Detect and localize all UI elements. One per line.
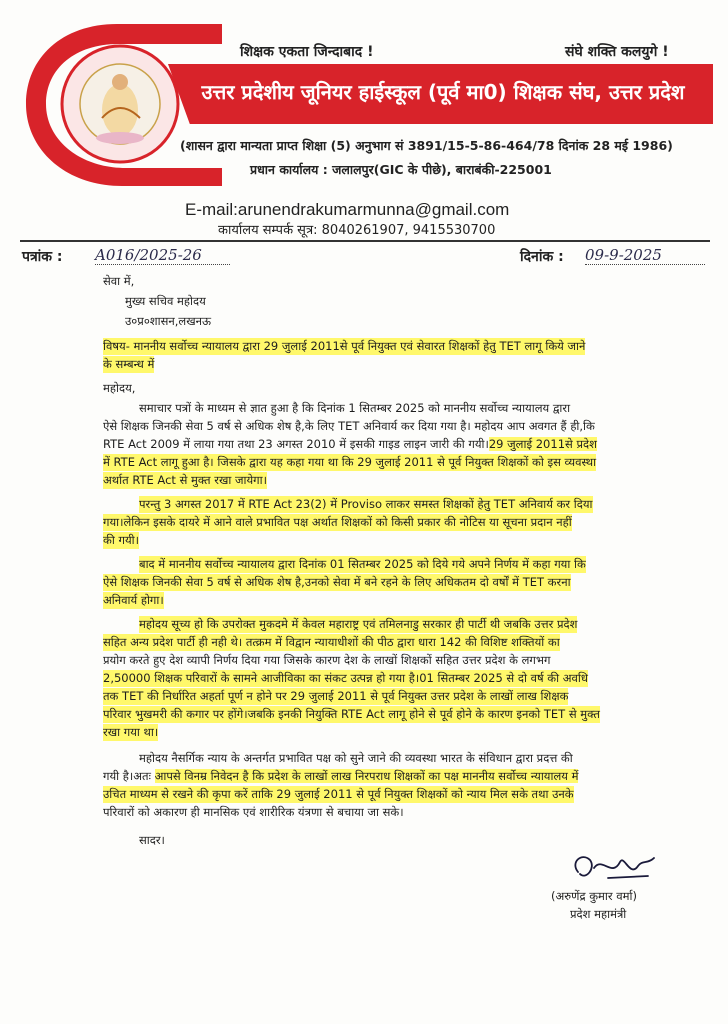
body-line: गया।लेकिन इसके दायरे में आने वाले प्रभावित पक्ष अर्थात शिक्षकों को किसी प्रकार की नोटिस या सूचना प्रदान नहीं <box>103 515 572 529</box>
subject-line: विषय- माननीय सर्वोच्च न्यायालय द्वारा 29 जुलाई 2011से पूर्व नियुक्त एवं सेवारत शिक्षकों हेतु TET लागू किये जाने <box>103 339 586 353</box>
body-line: 2,50000 शिक्षक परिवारों के सामने आजीविका का संकट उत्पन्न हो गया है।01 सितम्बर 2025 से दो वर्ष की अवधि <box>103 671 588 685</box>
body-line <box>103 436 597 453</box>
header-divider <box>20 240 710 242</box>
body-line: महोदय सूच्य हो कि उपरोक्त मुकदमे में केवल महाराष्ट्र एवं तमिलनाडु सरकार ही पार्टी थी जबकि उत्तर प्रदेश <box>139 617 578 631</box>
body-line: की गयी। <box>103 533 139 547</box>
body-segment-highlighted: आपसे विनम्र निवेदन है कि प्रदेश के लाखों लाख निरपराध शिक्षकों का पक्ष माननीय सर्वोच्च न्यायालय में <box>154 769 579 783</box>
body-line: परन्तु 3 अगस्त 2017 में RTE Act 23(2) में Proviso लाकर समस्त शिक्षकों हेतु TET अनिवार्य कर दिया <box>139 497 593 511</box>
body-line: ऐसे शिक्षक जिनकी सेवा 5 वर्ष से अधिक शेष है,उनको सेवा में बने रहने के लिए अधिकतम दो वर्षों में TET करना <box>103 575 571 589</box>
recognition-line: (शासन द्वारा मान्यता प्राप्त शिक्षा (5) अनुभाग सं 3891/15-5-86-464/78 दिनांक 28 मई 1986) <box>180 138 673 153</box>
body-line: सहित अन्य प्रदेश पार्टी ही नही थे। तत्क्रम में विद्वान न्यायाधीशों की पीठ द्वारा धारा 142 की विशिष्ट शक्तियों का <box>103 635 560 649</box>
body-line: प्रयोग करते हुए देश व्यापी निर्णय दिया गया जिसके कारण देश के लाखों शिक्षकों सहित उत्तर प्रदेश के लगभग <box>103 653 551 667</box>
address-line: सेवा में, <box>103 274 135 288</box>
body-line: बाद में माननीय सर्वोच्च न्यायालय द्वारा दिनांक 01 सितम्बर 2025 को दिये गये अपने निर्णय में कहा गया कि <box>139 557 586 571</box>
organization-name: उत्तर प्रदेशीय जूनियर हाईस्कूल (पूर्व मा0) शिक्षक संघ, उत्तर प्रदेश <box>201 80 685 104</box>
closing: सादर। <box>139 833 165 847</box>
body-line: अनिवार्य होगा। <box>103 593 164 607</box>
signature <box>568 848 658 890</box>
slogan-left: शिक्षक एकता जिन्दाबाद ! <box>240 44 374 60</box>
reference-number: A016/2025-26 <box>95 246 230 265</box>
body-line: महोदय नैसर्गिक न्याय के अन्तर्गत प्रभावित पक्ष को सुने जाने की व्यवस्था भारत के संविधान द्वारा प्रदत्त की <box>139 751 573 765</box>
body-line: रखा गया था। <box>103 725 159 739</box>
address-line: मुख्य सचिव महोदय <box>125 294 206 308</box>
body-segment: गयी है।अतः <box>103 769 155 783</box>
slogan-right: संघे शक्ति कलयुगे ! <box>565 44 669 60</box>
body-segment: RTE Act 2009 में लाया गया तथा 23 अगस्त 2010 में इसकी गाइड लाइन जारी की गयी। <box>103 437 489 451</box>
body-line: अर्थात RTE Act से मुक्त रखा जायेगा। <box>103 473 267 487</box>
email-address: E-mail:arunendrakumarmunna@gmail.com <box>185 200 510 219</box>
body-segment-highlighted: 29 जुलाई 2011से प्रदेश <box>488 437 597 451</box>
subject-line: के सम्बन्ध में <box>103 357 155 371</box>
signatory-designation: प्रदेश महामंत्री <box>570 907 627 921</box>
body-line: समाचार पत्रों के माध्यम से ज्ञात हुआ है कि दिनांक 1 सितम्बर 2025 को माननीय सर्वोच्च न्यायालय द्वारा <box>139 401 571 415</box>
body-line: ऐसे शिक्षक जिनकी सेवा 5 वर्ष से अधिक शेष है,के लिए TET अनिवार्य कर दिया गया है। महोदय आप अवगत हैं ही,कि <box>103 419 595 433</box>
address-line: उ०प्र०शासन,लखनऊ <box>125 314 212 328</box>
reference-label: पत्रांक : <box>22 249 63 265</box>
body-line <box>103 768 578 785</box>
body-line: परिवारों को अकारण ही मानसिक एवं शारीरिक यंत्रणा से बचाया जा सके। <box>103 805 404 819</box>
date-label: दिनांक : <box>520 249 564 265</box>
headquarters-address: प्रधान कार्यालय : जलालपुर(GIC के पीछे), बाराबंकी-225001 <box>250 162 552 177</box>
signatory-name: (अरुणेंद्र कुमार वर्मा) <box>551 889 638 903</box>
office-phone: कार्यालय सम्पर्क सूत्र: 8040261907, 9415530700 <box>218 223 496 238</box>
body-line: तक TET की निर्धारित अहर्ता पूर्ण न होने पर 29 जुलाई 2011 से पूर्व नियुक्त उत्तर प्रदेश के लाखों लाख शिक्षक <box>103 689 569 703</box>
salutation: महोदय, <box>103 381 136 395</box>
body-line: में RTE Act लागू हुआ है। जिसके द्वारा यह कहा गया था कि 29 जुलाई 2011 से पूर्व नियुक्त शिक्षकों को इस व्यवस्था <box>103 455 597 469</box>
body-line: उचित माध्यम से रखने की कृपा करें ताकि 29 जुलाई 2011 से पूर्व नियुक्त शिक्षकों को न्याय मिल सके तथा उनके <box>103 787 574 801</box>
body-line: परिवार भुखमरी की कगार पर होंगे।जबकि इनकी नियुक्ति RTE Act लागू होने से पूर्व होने के कारण इनको TET से मुक्त <box>103 707 600 721</box>
letter-date: 09-9-2025 <box>585 246 705 265</box>
